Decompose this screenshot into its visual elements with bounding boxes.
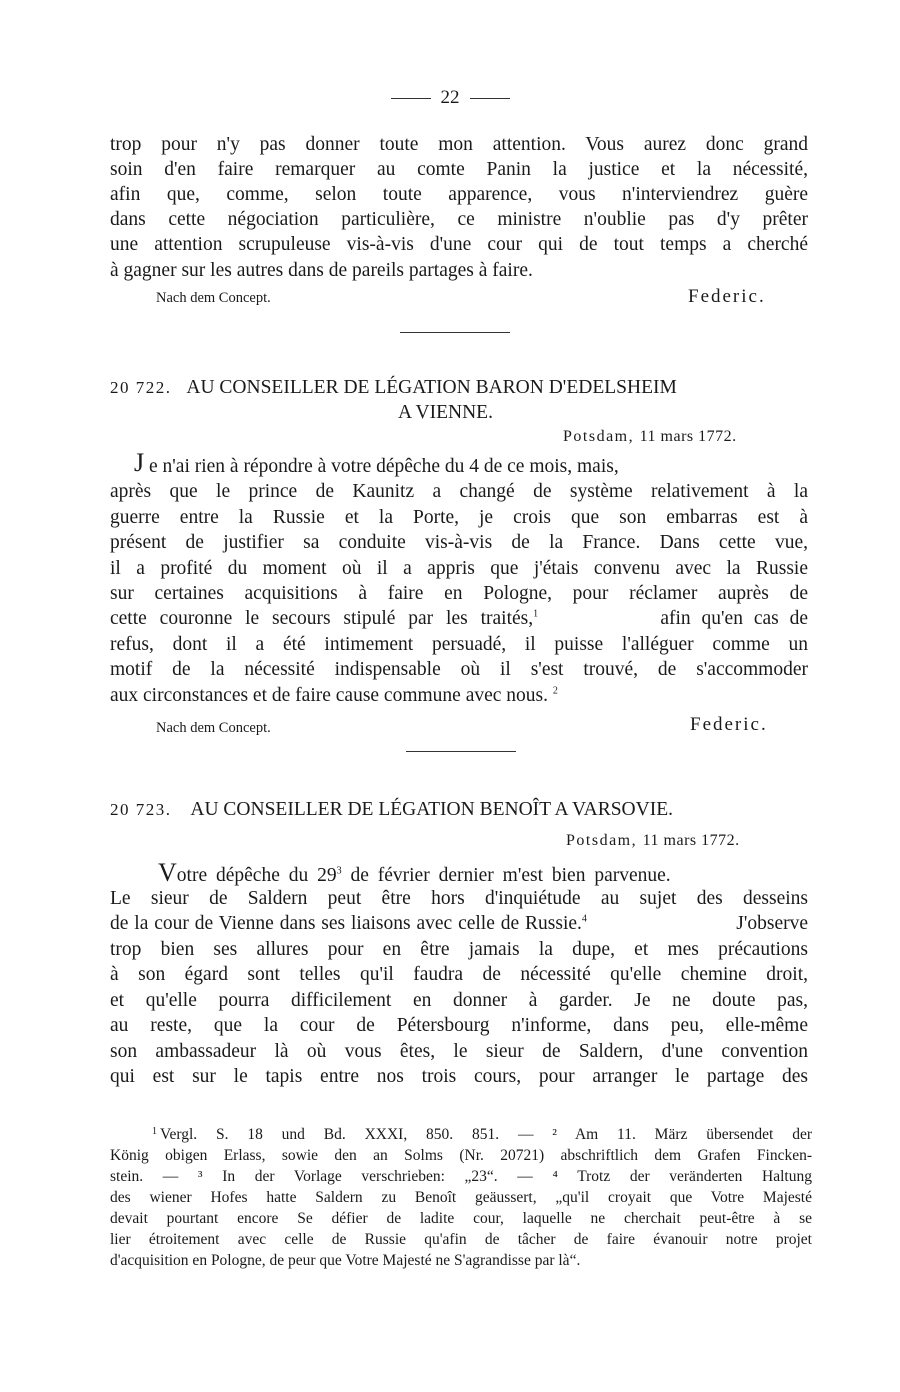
footnote-line: d'acquisition en Pologne, de peur que Votre Majesté ne S'agrandisse par là“. — [110, 1252, 581, 1269]
section-divider — [406, 751, 516, 752]
text-line: soin d'en faire remarquer au comte Panin la justice et la nécessité, — [110, 159, 808, 180]
text-line: à son égard sont telles qu'il faudra de nécessité qu'elle chemine droit, — [110, 964, 808, 985]
footnote-line: devait pourtant encore Se défier de ladite cour, laquelle ne cherchait peut-être à se — [110, 1210, 812, 1227]
section-divider — [400, 332, 510, 333]
text-line — [110, 606, 808, 631]
dateline — [566, 832, 740, 850]
footnote-ref: 1 — [533, 608, 539, 620]
source-note: Nach dem Concept. — [156, 290, 271, 306]
text-line: Le sieur de Saldern peut être hors d'inquiétude au sujet des desseins — [110, 888, 808, 909]
footnote-line: lier étroitement avec celle de Russie qu'afin de tâcher de faire évanouir notre projet — [110, 1231, 812, 1248]
text-line: dans cette négociation particulière, ce ministre n'oublie pas d'y prêter — [110, 209, 808, 230]
text-segment: cette couronne le secours stipulé par les traités, — [110, 608, 534, 629]
page-number-text: 22 — [440, 87, 460, 108]
text-segment: de février dernier m'est bien parvenue. — [341, 865, 671, 886]
text-line: qui est sur le tapis entre nos trois cours, pour arranger le partage des — [110, 1066, 808, 1087]
dateline-date: 11 mars 1772. — [642, 832, 740, 849]
text-line: et qu'elle pourra difficilement en donner à garder. Je ne doute pas, — [110, 990, 808, 1011]
footnote-line: König obigen Erlass, sowie den an Solms (Nr. 20721) abschriftlich dem Grafen Fincken- — [110, 1147, 812, 1164]
footnote-ref: 4 — [581, 913, 587, 925]
text-line: à gagner sur les autres dans de pareils partages à faire. — [110, 260, 533, 281]
text-line — [110, 683, 808, 708]
folio-dash-left — [391, 98, 431, 99]
text-line: présent de justifier sa conduite vis-à-vis de la France. Dans cette vue, — [110, 532, 808, 553]
signature: Federic. — [688, 286, 766, 307]
text-line: trop pour n'y pas donner toute mon attention. Vous aurez donc grand — [110, 134, 808, 155]
text-line — [110, 911, 808, 936]
initial-letter: J — [134, 448, 145, 477]
text-line: motif de la nécessité indispensable où il s'est trouvé, de s'accommoder — [110, 659, 808, 680]
dateline-place: Potsdam, — [563, 428, 635, 445]
letter-heading — [110, 377, 677, 399]
text-line: sur certaines acquisitions à faire en Pologne, pour réclamer auprès de — [110, 583, 808, 604]
signature: Federic. — [690, 714, 768, 735]
letter-heading-place: A VIENNE. — [398, 402, 493, 423]
text-line: il a profité du moment où il a appris que j'étais convenu avec la Russie — [110, 558, 808, 579]
footnote-line: stein. — ³ In der Vorlage verschrieben: „23“. — ⁴ Trotz der veränderten Haltung — [110, 1168, 812, 1185]
text-segment: J'observe — [736, 913, 808, 934]
dateline-date: 11 mars 1772. — [639, 428, 737, 445]
dateline-place: Potsdam, — [566, 832, 638, 849]
text-line: guerre entre la Russie et la Porte, je crois que son embarras est à — [110, 507, 808, 528]
text-line: après que le prince de Kaunitz a changé de système relativement à la — [110, 481, 808, 502]
letter-addressee: AU CONSEILLER DE LÉGATION BENOÎT A VARSOVIE. — [190, 799, 673, 820]
page-number — [0, 87, 900, 109]
text-line: au reste, que la cour de Pétersbourg n'informe, dans peu, elle-même — [110, 1015, 808, 1036]
text-line: trop bien ses allures pour en être jamais la dupe, et mes précautions — [110, 939, 808, 960]
text-line — [158, 860, 808, 888]
letter-number: 20 723. — [110, 800, 172, 819]
text-line — [134, 448, 808, 479]
initial-letter: V — [158, 858, 177, 887]
dateline — [563, 428, 737, 446]
footnote-line: 1 Vergl. S. 18 und Bd. XXXI, 850. 851. — ² Am 11. März übersendet der — [152, 1126, 812, 1143]
folio-dash-right — [470, 98, 510, 99]
text-line: afin que, comme, selon toute apparence, vous n'interviendrez guère — [110, 184, 808, 205]
text-line: refus, dont il a été intimement persuadé, il puisse l'alléguer comme un — [110, 634, 808, 655]
source-note: Nach dem Concept. — [156, 720, 271, 736]
text-line-rest: e n'ai rien à répondre à votre dépêche du 4 de ce mois, mais, — [149, 456, 619, 477]
letter-heading — [110, 799, 673, 821]
text-line: une attention scrupuleuse vis-à-vis d'une cour qui de tout temps a cherché — [110, 234, 808, 255]
text-segment: otre dépêche du 29 — [176, 865, 337, 886]
letter-number: 20 722. — [110, 378, 172, 397]
text-segment: de la cour de Vienne dans ses liaisons avec celle de Russie. — [110, 913, 582, 934]
text-segment: aux circonstances et de faire cause commune avec nous. — [110, 685, 549, 706]
text-line: son ambassadeur là où vous êtes, le sieur de Saldern, d'une convention — [110, 1041, 808, 1062]
footnote-ref: 2 — [552, 685, 558, 697]
footnote-text: Vergl. S. 18 und Bd. XXXI, 850. 851. — ² Am 11. März übersendet der — [160, 1126, 812, 1143]
letter-addressee: AU CONSEILLER DE LÉGATION BARON D'EDELSHEIM — [186, 377, 677, 398]
footnote-line: des wiener Hofes hatte Saldern zu Benoît geäussert, „qu'il croyait que Votre Majesté — [110, 1189, 812, 1206]
text-segment: afin qu'en cas de — [660, 608, 808, 629]
footnote-ref: 3 — [336, 865, 342, 877]
